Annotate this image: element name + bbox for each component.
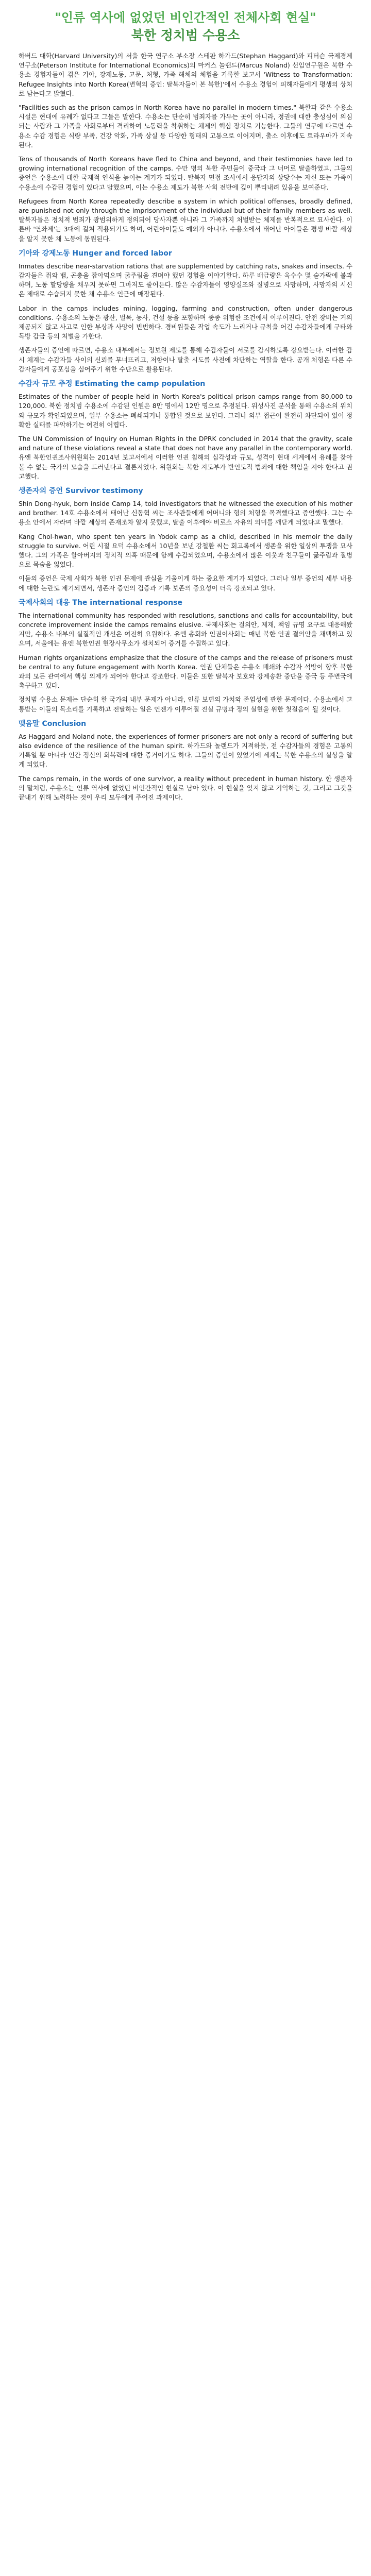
paragraph: Kang Chol-hwan, who spent ten years in Yodok camp as a child, described in his memoir the daily struggle to survive. 어린 시절 요덕 수용소에서 10년을 보낸 강철환 씨는 회고록에서 생존을 위한 일상의 투쟁을 묘사했다. 그의 가족은 할아버지의 정치적 의혹 때문에 함께 수감되었으며, 수용소에서 많은 이웃과 친구들이 굶주림과 질병으로 목숨을 잃었다.	[19, 532, 352, 569]
paragraph: Labor in the camps includes mining, logging, farming and construction, often under dangerous conditions. 수용소의 노동은 광산, 벌목, 농사, 건설 등을 포함하며 종종 위험한 조건에서 이루어진다. 안전 장비는 거의 제공되지 않고 사고로 인한 부상과 사망이 빈번하다. 경비원들은 작업 속도가 느리거나 규칙을 어긴 수감자들에게 구타와 독방 감금 등의 처벌을 가한다.	[19, 304, 352, 341]
section-heading: 수감자 규모 추정 Estimating the camp population	[19, 380, 206, 388]
paragraph: 이들의 증언은 국제 사회가 북한 인권 문제에 관심을 기울이게 하는 중요한 계기가 되었다. 그러나 일부 증언의 세부 내용에 대한 논란도 제기되면서, 생존자 증언의 검증과 기록 보존의 중요성이 더욱 강조되고 있다.	[19, 574, 352, 592]
paragraph: Inmates describe near-starvation rations that are supplemented by catching rats, snakes and insects. 수감자들은 쥐와 뱀, 곤충을 잡아먹으며 굶주림을 견뎌야 했던 경험을 이야기한다. 하루 배급량은 옥수수 몇 숟가락에 불과하며, 노동 할당량을 채우지 못하면 그마저도 줄어든다. 많은 수감자들이 영양실조와 질병으로 사망하며, 사망자의 시신은 제대로 수습되지 못한 채 수용소 인근에 매장된다.	[19, 262, 352, 298]
section-heading: 국제사회의 대응 The international response	[19, 598, 182, 607]
paragraph: 하버드 대학(Harvard University)의 서울 한국 연구소 부소장 스테판 하가드(Stephan Haggard)와 피터슨 국제경제연구소(Peterson Institute for International Economics)의 마커스 놀랜드(Marcus Noland) 선임연구원은 북한 수용소 경험자들이 겪은 기아, 강제노동, 고문, 처형, 가족 해체의 체험을 기록한 보고서 'Witness to Transformation: Refugee Insights into North Korea(변혁의 증인: 탈북자들이 본 북한)'에서 수용소 경험이 피해자들에게 평생의 상처로 남는다고 밝혔다.	[19, 52, 352, 97]
paragraph: Shin Dong-hyuk, born inside Camp 14, told investigators that he witnessed the execution of his mother and brother. 14호 수용소에서 태어난 신동혁 씨는 조사관들에게 어머니와 형의 처형을 목격했다고 증언했다. 그는 수용소 안에서 자라며 바깥 세상의 존재조차 알지 못했고, 탈출 이후에야 비로소 자유의 의미를 깨닫게 되었다고 말했다.	[19, 499, 352, 527]
headline-quote: "인류 역사에 없었던 비인간적인 전체사회 현실"	[55, 10, 316, 25]
section-heading: 맺음말 Conclusion	[19, 719, 87, 728]
paragraph: "Facilities such as the prison camps in North Korea have no parallel in modern times." 북한과 같은 수용소 시설은 현대에 유례가 없다고 그들은 말한다. 수용소는 단순히 범죄자를 가두는 곳이 아니라, 정권에 대한 충성심이 의심되는 사람과 그 가족을 사회로부터 격리하여 노동력을 착취하는 체제의 핵심 장치로 기능한다. 그들의 연구에 따르면 수용소 수감 경험은 식량 부족, 건강 악화, 가족 상실 등 다양한 형태의 고통으로 이어지며, 출소 이후에도 트라우마가 지속된다.	[19, 104, 352, 149]
paragraph: The camps remain, in the words of one survivor, a reality without precedent in human history. 한 생존자의 말처럼, 수용소는 인류 역사에 없었던 비인간적인 현실로 남아 있다. 이 현실을 잊지 않고 기억하는 것, 그리고 그것을 끝내기 위해 노력하는 것이 우리 모두에게 주어진 과제이다.	[19, 774, 352, 801]
paragraph: Estimates of the number of people held in North Korea's political prison camps range from 80,000 to 120,000. 북한 정치범 수용소에 수감된 인원은 8만 명에서 12만 명으로 추정된다. 위성사진 분석을 통해 수용소의 위치와 규모가 확인되었으며, 일부 수용소는 폐쇄되거나 통합된 것으로 보인다. 그러나 외부 접근이 완전히 차단되어 있어 정확한 실태를 파악하기는 여전히 어렵다.	[19, 393, 352, 429]
paragraph: The international community has responded with resolutions, sanctions and calls for accountability, but concrete improvement inside the camps remains elusive. 국제사회는 결의안, 제재, 책임 규명 요구로 대응해왔지만, 수용소 내부의 실질적인 개선은 여전히 요원하다. 유엔 총회와 인권이사회는 매년 북한 인권 결의안을 채택하고 있으며, 서울에는 유엔 북한인권 현장사무소가 설치되어 증거를 수집하고 있다.	[19, 611, 352, 648]
page-end-spacer	[19, 807, 352, 827]
paragraph: As Haggard and Noland note, the experiences of former prisoners are not only a record of suffering but also evidence of the resilience of the human spirit. 하가드와 놀랜드가 지적하듯, 전 수감자들의 경험은 고통의 기록일 뿐 아니라 인간 정신의 회복력에 대한 증거이기도 하다. 그들의 증언이 있었기에 세계는 북한 수용소의 실상을 알게 되었다.	[19, 732, 352, 769]
article-body	[19, 52, 352, 802]
paragraph: Refugees from North Korea repeatedly describe a system in which political offenses, broadly defined, are punished not only through the imprisonment of the individual but of their family members as well. 탈북자들은 정치적 범죄가 광범위하게 정의되어 당사자뿐 아니라 그 가족까지 처벌받는 체제를 반복적으로 묘사한다. 이른바 '연좌제'는 3대에 걸쳐 적용되기도 하며, 어린아이들도 예외가 아니다. 수용소에서 태어난 아이들은 평생 바깥 세상을 알지 못한 채 노동에 동원된다.	[19, 197, 352, 243]
paragraph: The UN Commission of Inquiry on Human Rights in the DPRK concluded in 2014 that the gravity, scale and nature of these violations reveal a state that does not have any parallel in the contemporary world. 유엔 북한인권조사위원회는 2014년 보고서에서 이러한 인권 침해의 심각성과 규모, 성격이 현대 세계에서 유례를 찾아볼 수 없는 국가의 모습을 드러낸다고 결론지었다. 위원회는 북한 지도부가 반인도적 범죄에 대한 책임을 져야 한다고 권고했다.	[19, 434, 352, 480]
paragraph: Tens of thousands of North Koreans have fled to China and beyond, and their testimonies have led to growing international recognition of the camps. 수만 명의 북한 주민들이 중국과 그 너머로 탈출하였고, 그들의 증언은 수용소에 대한 국제적 인식을 높이는 계기가 되었다. 탈북자 면접 조사에서 응답자의 상당수는 자신 또는 가족이 수용소에 수감된 경험이 있다고 답했으며, 이는 수용소 제도가 북한 사회 전반에 깊이 뿌리내려 있음을 보여준다.	[19, 155, 352, 191]
article-title: 북한 정치범 수용소	[131, 28, 240, 43]
paragraph: Human rights organizations emphasize that the closure of the camps and the release of prisoners must be central to any future engagement with North Korea. 인권 단체들은 수용소 폐쇄와 수감자 석방이 향후 북한과의 모든 관여에서 핵심 의제가 되어야 한다고 강조한다. 이들은 또한 탈북자 보호와 강제송환 중단을 중국 등 주변국에 촉구하고 있다.	[19, 653, 352, 690]
paragraph: 정치범 수용소 문제는 단순히 한 국가의 내부 문제가 아니라, 인류 보편의 가치와 존엄성에 관한 문제이다. 수용소에서 고통받는 이들의 목소리를 기록하고 전달하는 일은 언젠가 이루어질 진실 규명과 정의 실현을 위한 첫걸음이 될 것이다.	[19, 696, 352, 713]
section-heading: 기아와 강제노동 Hunger and forced labor	[19, 249, 172, 258]
paragraph: 생존자들의 증언에 따르면, 수용소 내부에서는 정보원 제도를 통해 수감자들이 서로를 감시하도록 강요받는다. 이러한 감시 체계는 수감자들 사이의 신뢰를 무너뜨리고, 저항이나 탈출 시도를 사전에 차단하는 역할을 한다. 공개 처형은 다른 수감자들에게 공포심을 심어주기 위한 수단으로 활용된다.	[19, 346, 352, 373]
section-heading: 생존자의 증언 Survivor testimony	[19, 486, 143, 495]
